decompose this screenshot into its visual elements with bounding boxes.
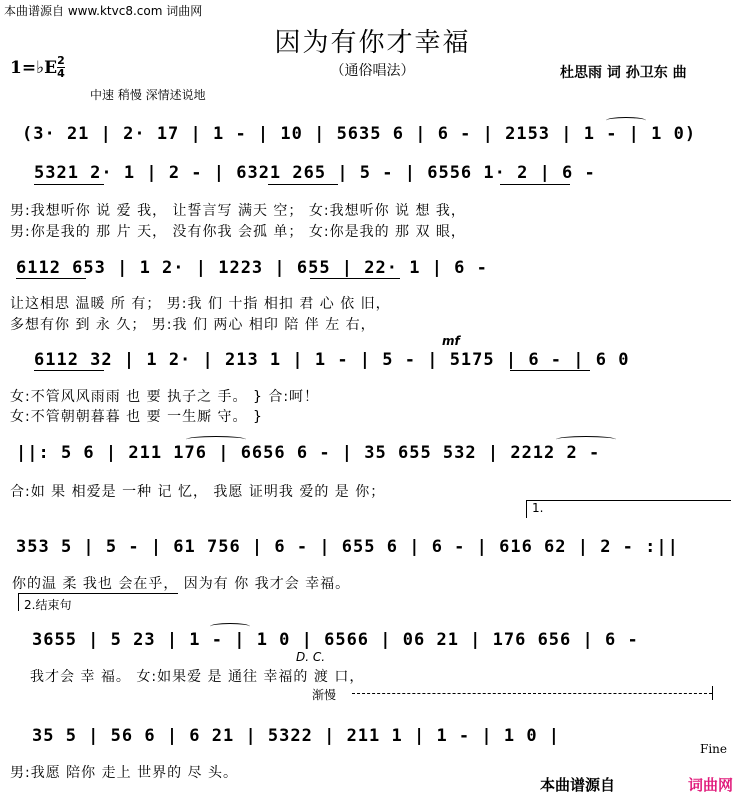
beam — [310, 278, 400, 279]
beam — [16, 278, 86, 279]
lyric-line-5: 女:不管风风雨雨 也 要 执子之 手。 } 合:呵！ — [10, 389, 320, 405]
beam — [500, 184, 570, 185]
notation-row-8: 35 5 | 56 6 | 6 21 | 5322 | 211 1 | 1 - | 1 0 | — [32, 726, 561, 746]
watermark-right: 词曲网 — [688, 776, 734, 794]
lyric-line-10: 男:我愿 陪你 走上 世界的 尽 头。 — [10, 765, 238, 781]
beam — [34, 370, 104, 371]
beam — [268, 184, 338, 185]
lyric-line-4: 多想有你 到 永 久； 男:我 们 两心 相印 陪 伴 左 右， — [10, 317, 376, 333]
key-signature: 1=♭E — [10, 58, 58, 78]
dynamic-mf: mf — [442, 334, 460, 348]
time-bottom: 4 — [57, 67, 65, 80]
watermark-left: 本曲谱源自 — [540, 776, 616, 794]
time-top: 2 — [57, 54, 65, 67]
ritardando: 渐慢 — [312, 688, 337, 702]
tempo-marking: 中速 稍慢 深情述说地 — [90, 88, 206, 102]
notation-row-1: (3· 21 | 2· 17 | 1 - | 10 | 5635 6 | 6 - | 2153 | 1 - | 1 0) — [22, 124, 697, 144]
tie — [210, 623, 250, 630]
volta-2: 2.结束句 — [24, 598, 72, 612]
song-title: 因为有你才幸福 — [274, 28, 471, 58]
volta-1: 1. — [532, 501, 544, 515]
lyric-line-8: 你的温 柔 我也 会在乎， 因为有 你 我才会 幸福。 — [12, 576, 351, 592]
volta-2-line — [18, 593, 178, 594]
tie — [556, 436, 616, 443]
credits: 杜思雨 词 孙卫东 曲 — [560, 65, 687, 81]
tie — [606, 117, 646, 124]
lyric-line-1: 男:我想听你 说 爱 我， 让誓言写 满天 空； 女:我想听你 说 想 我， — [10, 203, 466, 219]
volta-1-line — [526, 500, 731, 501]
notation-row-3: 6112 653 | 1 2· | 1223 | 655 | 22· 1 | 6 - — [16, 258, 488, 278]
beam — [510, 370, 590, 371]
lyric-line-9: 我才会 幸 福。 女:如果爱 是 通往 幸福的 渡 口， — [30, 669, 365, 685]
notation-row-7: 3655 | 5 23 | 1 - | 1 0 | 6566 | 06 21 | 176 656 | 6 - — [32, 630, 639, 650]
notation-row-6: 353 5 | 5 - | 61 756 | 6 - | 655 6 | 6 - | 616 62 | 2 - :|| — [16, 537, 679, 557]
ritardando-end — [712, 686, 713, 700]
beam — [34, 184, 104, 185]
volta-2-bracket — [18, 593, 19, 611]
volta-1-bracket — [526, 500, 527, 518]
notation-row-4: 6112 32 | 1 2· | 213 1 | 1 - | 5 - | 5175 | 6 - | 6 0 — [34, 350, 630, 370]
fine-mark: Fine — [700, 742, 727, 756]
lyric-line-2: 男:你是我的 那 片 天， 没有你我 会孤 单； 女:你是我的 那 双 眼， — [10, 224, 466, 240]
song-subtitle: （通俗唱法） — [330, 63, 415, 79]
da-capo: D. C. — [296, 650, 326, 664]
tie — [186, 436, 246, 443]
ritardando-line — [352, 693, 712, 694]
time-signature — [57, 56, 65, 79]
notation-row-5: ||: 5 6 | 211 176 | 6656 6 - | 35 655 532 | 2212 2 - — [16, 443, 601, 463]
lyric-line-3: 让这相思 温暖 所 有； 男:我 们 十指 相扣 君 心 依 旧， — [10, 296, 391, 312]
notation-row-2: 5321 2· 1 | 2 - | 6321 265 | 5 - | 6556 1· 2 | 6 - — [34, 163, 596, 183]
lyric-line-6: 女:不管朝朝暮暮 也 要 一生厮 守。 } — [10, 409, 263, 425]
lyric-line-7: 合:如 果 相爱是 一种 记 忆， 我愿 证明我 爱的 是 你； — [10, 484, 386, 500]
source-line: 本曲谱源自 www.ktvc8.com 词曲网 — [4, 4, 203, 18]
